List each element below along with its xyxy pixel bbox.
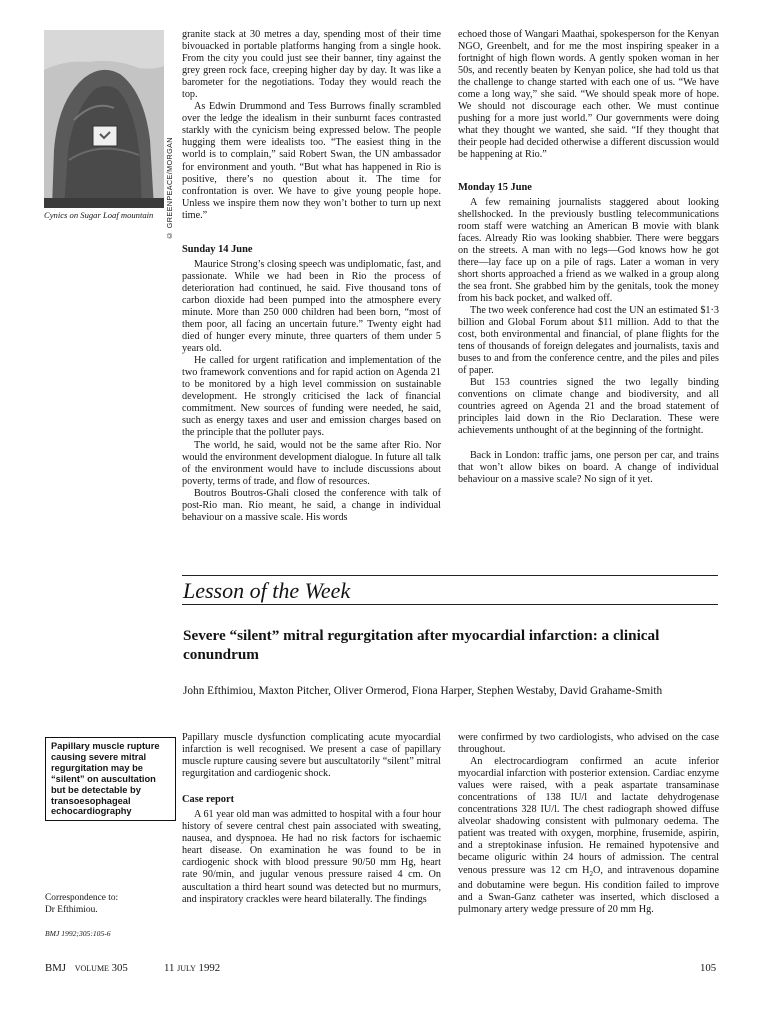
diary-column-1	[182, 29, 441, 524]
section-title: Lesson of the Week	[183, 578, 351, 603]
section-rule-top	[182, 575, 718, 576]
citation: BMJ 1992;305:105-6	[45, 929, 111, 938]
article-column-1	[182, 732, 441, 906]
photo-caption: Cynics on Sugar Loaf mountain	[44, 210, 154, 220]
footer-journal	[45, 962, 128, 974]
article-text: O, and intravenous dopamine and dobutamine were begun. His condition failed to improve and a Swan-Ganz catheter was inserted, which disclosed a pulmonary artery wedge pressure of 20 mm Hg.	[458, 864, 719, 915]
sugar-loaf-photo	[44, 30, 164, 208]
article-text: An electrocardiogram confirmed an acute inferior myocardial infarction with posterior extension. Cardiac enzyme values were raised, with a peak aspartate transaminase concentrations of 138 IU/l and lactate dehydrogenase concentrations 328 IU/l. The chest radiograph showed diffuse alveolar shadowing consistent with pulmonary oedema. The patient was treated with oxygen, morphine, frusemide, aspirin, and a streptokinase infusion. He remained hypotensive and became oliguric within 24 hours of admission. The central venous pressure was 12 cm H	[458, 756, 719, 876]
diary-paragraph: The world, he said, would not be the same after Rio. Nor would the environment development dialogue. In future all talk of the environment would have to include discussions about poverty, terms of trade, and flow of resources.	[182, 439, 441, 487]
diary-column-2	[458, 29, 719, 486]
page-number: 105	[700, 962, 717, 974]
correspondence-label: Correspondence to:	[45, 893, 119, 903]
section-rule-bottom	[182, 604, 718, 605]
article-paragraph: were confirmed by two cardiologists, who advised on the case throughout.	[458, 732, 719, 756]
diary-paragraph: He called for urgent ratification and implementation of the two framework conventions and for rapid action on Agenda 21 to be monitored by a high level commission on sustainable development. He strongly criticised the lack of financial commitment. New sources of funding were needed, he said, such as energy taxes and user and emission charges based on the principle that the polluter pays.	[182, 355, 441, 439]
subscript: 2	[589, 869, 593, 878]
footer-journal-name: BMJ	[45, 962, 67, 974]
diary-paragraph: The two week conference had cost the UN an estimated $1·3 billion and Global Forum about $11 million. Add to that the cost, both environmental and financial, of plane flights for the tens of thousands of foreign delegates and journalists, taxis and buses to and from the conference centre, and the piles and piles of paper.	[458, 304, 719, 377]
article-intro: Papillary muscle dysfunction complicating acute myocardial infarction is well recognised. We present a case of papillary muscle rupture causing severe but auscultatorily “silent” mitral regurgitation and cardiogenic shock.	[182, 732, 441, 780]
monday-heading: Monday 15 June	[458, 181, 532, 193]
article-title: Severe “silent” mitral regurgitation after myocardial infarction: a clinical conundrum	[183, 627, 660, 663]
footer-date: 11 july 1992	[164, 962, 221, 974]
correspondence	[45, 893, 175, 916]
article-column-2	[458, 732, 719, 916]
case-report-heading: Case report	[182, 794, 235, 806]
diary-paragraph: Back in London: traffic jams, one person per car, and trains that won’t allow bikes on board. A change of individual behaviour on a massive scale? No sign of it yet.	[458, 449, 719, 485]
article-authors: John Efthimiou, Maxton Pitcher, Oliver Ormerod, Fiona Harper, Stephen Westaby, David Grahame-Smith	[183, 685, 663, 697]
photo-credit: © GREENPEACE/MORGAN	[165, 137, 174, 240]
article-paragraph	[458, 756, 719, 916]
diary-paragraph: As Edwin Drummond and Tess Burrows finally scrambled over the ledge the idealism in their sunburnt faces contrasted starkly with the cynicism being expressed below. The people hugging them were idealists too. “The easiest thing in the world is to complain,” said Robert Swan, the UN ambassador for environment and youth. “But what has happened in Rio is positive, there’s no question about it. The time for confrontation is over. We have to give young people hope. Unless we inspire them now they won’t bother to turn up next time.”	[182, 101, 441, 221]
footer-volume: volume 305	[74, 962, 128, 974]
sunday-heading: Sunday 14 June	[182, 243, 253, 255]
diary-paragraph: Maurice Strong’s closing speech was undiplomatic, fast, and passionate. While we had been in Rio the process of deterioration had continued, he said. Five thousand tons of carbon dioxide had been pumped into the atmosphere every minute. More than 250 000 children had been born, “most of them poor, all facing an uncertain future.” Twenty eight had died of hunger every minute, three quarters of them under 5 years old.	[182, 258, 441, 355]
correspondence-name: Dr Efthimiou.	[45, 904, 98, 915]
diary-paragraph: A few remaining journalists staggered about looking shellshocked. In the previously bustling telecommunications room staff were watching an American B movie with blank faces. Already Rio was looking shabbier. There were beggars on the streets. A man with no legs—God knows how he got there—lay face up on a pile of rags. Later a woman in very short shorts approached a friend as we walked in a group along the sea front. She grabbed him by the genitals, took the money from his back pocket, and walked off.	[458, 196, 719, 304]
article-paragraph: A 61 year old man was admitted to hospital with a four hour history of severe central chest pain associated with sweating, nausea, and dyspnoea. He had no risk factors for ischaemic heart disease. On examination he was found to be in cardiogenic shock with blood pressure 90/50 mm Hg, heart rate 90/min, and jugular venous pressure raised 4 cm. On auscultation a third heart sound was detected but no murmurs, and inspiratory crackles were heard bilaterally. The findings	[182, 809, 441, 905]
diary-paragraph: But 153 countries signed the two legally binding conventions on climate change and biodiversity, and all countries agreed on Agenda 21 and the broad statement of principles laid down in the Rio Declaration. These were achievements unthought of at the beginning of the fortnight.	[458, 377, 719, 437]
diary-paragraph: granite stack at 30 metres a day, spending most of their time bivouacked in portable platforms hanging from a single hook. From the city you could just see their banner, tiny against the grey green rock face, creeping higher day by day. It was like a barometer for the negotiations. Today they would reach the top.	[182, 29, 441, 101]
diary-paragraph: Boutros Boutros-Ghali closed the conference with talk of post-Rio man. Rio meant, he said, a change in individual behaviour on a massive scale. His words	[182, 487, 441, 523]
summary-box: Papillary muscle rupture causing severe mitral regurgitation may be “silent” on auscultation but be detectable by transoesophageal echocardiography	[45, 737, 176, 821]
diary-paragraph: echoed those of Wangari Maathai, spokesperson for the Kenyan NGO, Greenbelt, and for me the most inspiring speaker in a fortnight of high flown words. A gently spoken woman in her 50s, and recently beaten by Kenyan police, she had told us that the challenge to change started with each one of us. “We have come a long way,” she said. “We should speak more of hope. We should not discourage each other. We must continue pushing for a more just world.” Our governments were doing what they thought we wanted, she said. “If they thought that their people had decided otherwise a different discussion would be happening at Rio.”	[458, 29, 719, 161]
